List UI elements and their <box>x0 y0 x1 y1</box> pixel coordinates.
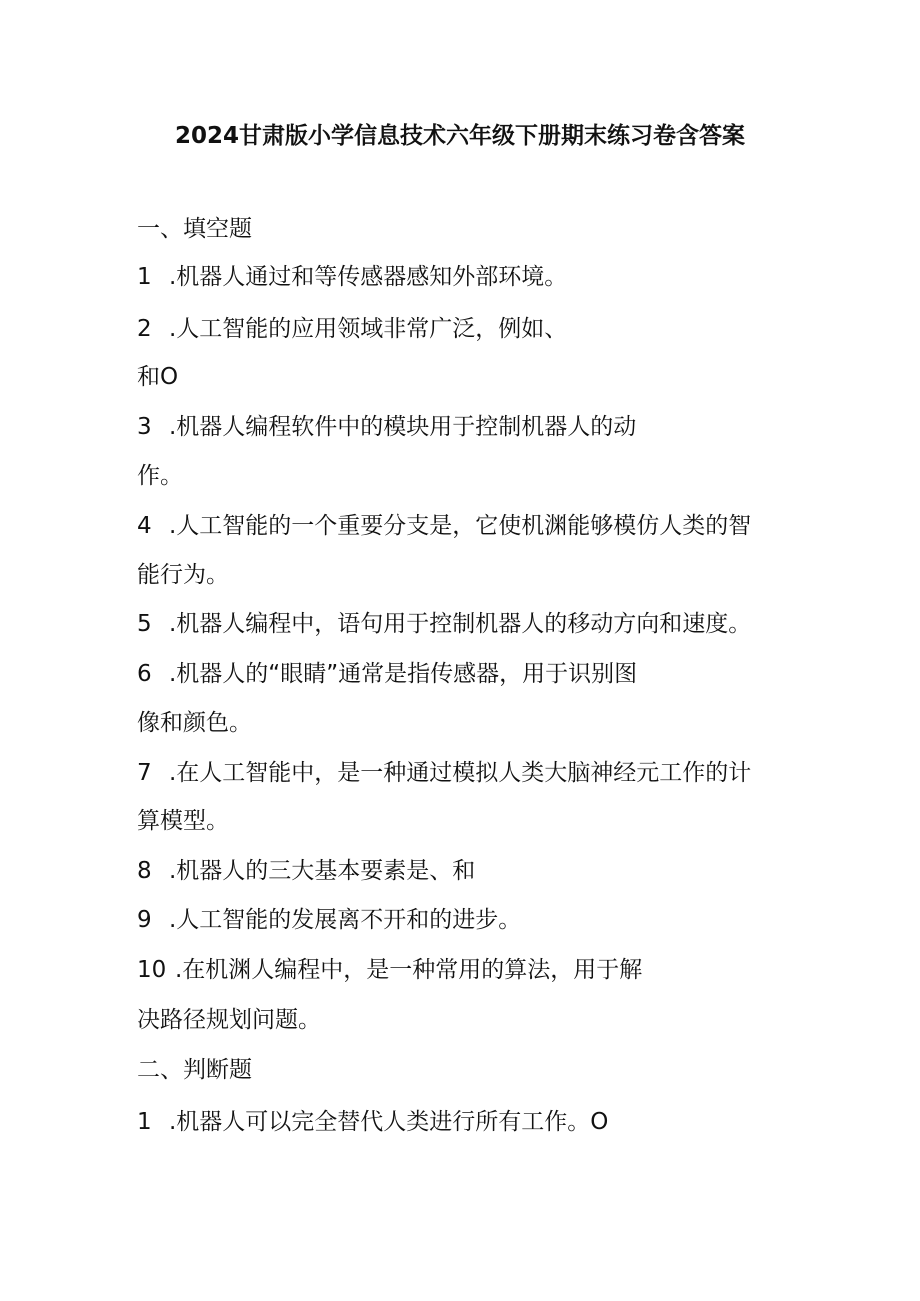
section-heading-true-false: 二、判断题 <box>137 1057 252 1083</box>
question-text: .机器人可以完全替代人类进行所有工作。O <box>169 1109 609 1135</box>
question-text: .机器人通过和等传感器感知外部环境。 <box>169 264 568 290</box>
section-heading-fill-in: 一、填空题 <box>137 216 252 242</box>
question-5 <box>137 606 817 642</box>
question-number: 5 <box>137 611 152 637</box>
question-10-continuation: 决路径规划问题。 <box>137 1007 321 1033</box>
question-text: .机器人编程软件中的模块用于控制机器人的动 <box>169 414 637 440</box>
question-text: .人工智能的发展离不开和的进步。 <box>169 907 522 933</box>
question-6-continuation: 像和颜色。 <box>137 710 252 736</box>
question-4 <box>137 508 817 544</box>
question-number: 1 <box>137 264 152 290</box>
question-2 <box>137 311 817 347</box>
question-text: .人工智能的应用领域非常广泛，例如、 <box>169 316 568 342</box>
question-8 <box>137 853 817 889</box>
question-4-continuation: 能行为。 <box>137 562 229 588</box>
question-number: 7 <box>137 760 152 786</box>
question-number: 3 <box>137 414 152 440</box>
question-9 <box>137 902 817 938</box>
question-number: 9 <box>137 907 152 933</box>
question-number: 2 <box>137 316 152 342</box>
question-3-continuation: 作。 <box>137 463 183 489</box>
question-text: .机器人编程中，语句用于控制机器人的移动方向和速度。 <box>169 611 752 637</box>
question-6 <box>137 656 817 692</box>
question-3 <box>137 409 817 445</box>
document-title: 2024甘肃版小学信息技术六年级下册期末练习卷含答案 <box>174 123 745 149</box>
question-number: 4 <box>137 513 152 539</box>
question-text: .在机渊人编程中，是一种常用的算法，用于解 <box>175 957 643 983</box>
question-number: 1 <box>137 1109 152 1135</box>
question-text: .机器人的三大基本要素是、和 <box>169 858 476 884</box>
question-2-continuation: 和O <box>137 364 179 390</box>
question-text: .机器人的“眼睛”通常是指传感器，用于识别图 <box>169 661 638 687</box>
question-1 <box>137 259 817 295</box>
question-10 <box>137 952 817 988</box>
question-number: 6 <box>137 661 152 687</box>
question-text: .在人工智能中，是一种通过模拟人类大脑神经元工作的计 <box>169 760 752 786</box>
question-7-continuation: 算模型。 <box>137 808 229 834</box>
question-text: .人工智能的一个重要分支是，它使机渊能够模仿人类的智 <box>169 513 752 539</box>
question-number: 10 <box>137 957 167 983</box>
question-7 <box>137 755 817 791</box>
question-number: 8 <box>137 858 152 884</box>
judgment-question-1 <box>137 1104 817 1140</box>
